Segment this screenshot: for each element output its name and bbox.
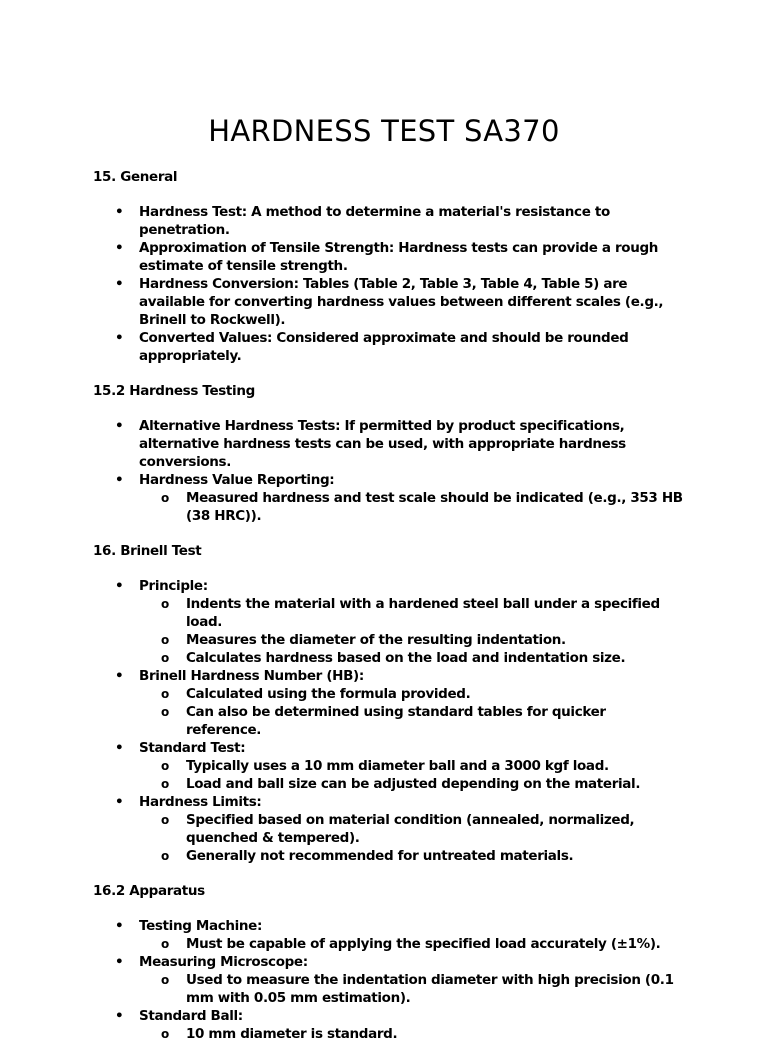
list-item [93, 793, 683, 865]
list-item-text: Hardness Value Reporting: [139, 472, 335, 488]
circle-bullet-icon: o [161, 973, 169, 987]
sub-list-item [139, 489, 683, 525]
sub-list-item-text: Typically uses a 10 mm diameter ball and a 3000 kgf load. [186, 758, 609, 774]
bullet-icon: • [115, 472, 124, 488]
list-item-text: Testing Machine: [139, 918, 263, 934]
circle-bullet-icon: o [161, 937, 169, 951]
circle-bullet-icon: o [161, 597, 169, 611]
sub-list-item [139, 649, 683, 667]
sub-bullet-list [139, 935, 683, 953]
sub-list-item [139, 595, 683, 631]
sub-bullet-list [139, 685, 683, 739]
sub-bullet-list [139, 757, 683, 793]
bullet-icon: • [115, 668, 124, 684]
circle-bullet-icon: o [161, 687, 169, 701]
bullet-icon: • [115, 918, 124, 934]
sub-list-item [139, 847, 683, 865]
sub-list-item [139, 971, 683, 1007]
sub-list-item [139, 935, 683, 953]
bullet-icon: • [115, 204, 124, 220]
sub-list-item-text: Generally not recommended for untreated materials. [186, 848, 574, 864]
sub-list-item-text: Used to measure the indentation diameter with high precision (0.1 mm with 0.05 mm estimation). [186, 972, 674, 1006]
sub-list-item [139, 631, 683, 649]
list-item [93, 739, 683, 793]
list-item-text: Hardness Conversion: Tables (Table 2, Table 3, Table 4, Table 5) are available for converting hardness values between different scales (e.g., Brinell to Rockwell). [139, 276, 664, 328]
circle-bullet-icon: o [161, 849, 169, 863]
list-item [93, 417, 683, 471]
list-item-text: Hardness Test: A method to determine a material's resistance to penetration. [139, 204, 610, 238]
sub-list-item [139, 685, 683, 703]
section-heading: 16.2 Apparatus [93, 883, 205, 899]
list-item-text: Hardness Limits: [139, 794, 262, 810]
section-heading: 15.2 Hardness Testing [93, 383, 255, 399]
circle-bullet-icon: o [161, 813, 169, 827]
document-title: HARDNESS TEST SA370 [208, 114, 560, 148]
sub-bullet-list [139, 489, 683, 525]
sub-list-item [139, 775, 683, 793]
circle-bullet-icon: o [161, 651, 169, 665]
sub-list-item-text: Calculates hardness based on the load and indentation size. [186, 650, 626, 666]
sub-list-item-text: Load and ball size can be adjusted depending on the material. [186, 776, 641, 792]
circle-bullet-icon: o [161, 705, 169, 719]
sub-list-item-text: Measures the diameter of the resulting indentation. [186, 632, 566, 648]
sub-list-item-text: Measured hardness and test scale should be indicated (e.g., 353 HB (38 HRC)). [186, 490, 683, 524]
sub-list-item-text: Indents the material with a hardened steel ball under a specified load. [186, 596, 660, 630]
sub-bullet-list [139, 595, 683, 667]
sub-list-item-text: Can also be determined using standard tables for quicker reference. [186, 704, 606, 738]
list-item [93, 329, 683, 365]
bullet-list [93, 203, 683, 365]
section-heading: 15. General [93, 169, 178, 185]
sub-list-item [139, 1025, 683, 1043]
list-item-text: Measuring Microscope: [139, 954, 308, 970]
bullet-icon: • [115, 330, 124, 346]
list-item [93, 275, 683, 329]
list-item-text: Standard Test: [139, 740, 246, 756]
bullet-icon: • [115, 578, 124, 594]
bullet-icon: • [115, 276, 124, 292]
bullet-list [93, 917, 683, 1043]
bullet-icon: • [115, 954, 124, 970]
bullet-icon: • [115, 240, 124, 256]
sub-bullet-list [139, 1025, 683, 1043]
sub-bullet-list [139, 811, 683, 865]
list-item [93, 203, 683, 239]
sub-list-item-text: 10 mm diameter is standard. [186, 1026, 398, 1042]
list-item-text: Approximation of Tensile Strength: Hardness tests can provide a rough estimate of tensile strength. [139, 240, 659, 274]
circle-bullet-icon: o [161, 759, 169, 773]
list-item-text: Brinell Hardness Number (HB): [139, 668, 364, 684]
bullet-list [93, 417, 683, 525]
list-item [93, 667, 683, 739]
sub-list-item [139, 757, 683, 775]
sub-list-item-text: Must be capable of applying the specified load accurately (±1%). [186, 936, 661, 952]
bullet-icon: • [115, 1008, 124, 1024]
sub-list-item [139, 703, 683, 739]
circle-bullet-icon: o [161, 1027, 169, 1041]
list-item [93, 953, 683, 1007]
list-item-text: Converted Values: Considered approximate and should be rounded appropriately. [139, 330, 629, 364]
list-item [93, 471, 683, 525]
list-item [93, 577, 683, 667]
list-item [93, 239, 683, 275]
bullet-icon: • [115, 418, 124, 434]
section-heading: 16. Brinell Test [93, 543, 202, 559]
list-item [93, 1007, 683, 1043]
list-item-text: Standard Ball: [139, 1008, 243, 1024]
circle-bullet-icon: o [161, 633, 169, 647]
bullet-icon: • [115, 740, 124, 756]
sub-list-item [139, 811, 683, 847]
bullet-icon: • [115, 794, 124, 810]
circle-bullet-icon: o [161, 491, 169, 505]
sub-list-item-text: Specified based on material condition (annealed, normalized, quenched & tempered). [186, 812, 635, 846]
sub-list-item-text: Calculated using the formula provided. [186, 686, 471, 702]
circle-bullet-icon: o [161, 777, 169, 791]
list-item [93, 917, 683, 953]
bullet-list [93, 577, 683, 865]
sub-bullet-list [139, 971, 683, 1007]
list-item-text: Alternative Hardness Tests: If permitted by product specifications, alternative hardness tests can be used, with appropriate hardness conversions. [139, 418, 626, 470]
document-body [93, 168, 683, 1060]
list-item-text: Principle: [139, 578, 208, 594]
